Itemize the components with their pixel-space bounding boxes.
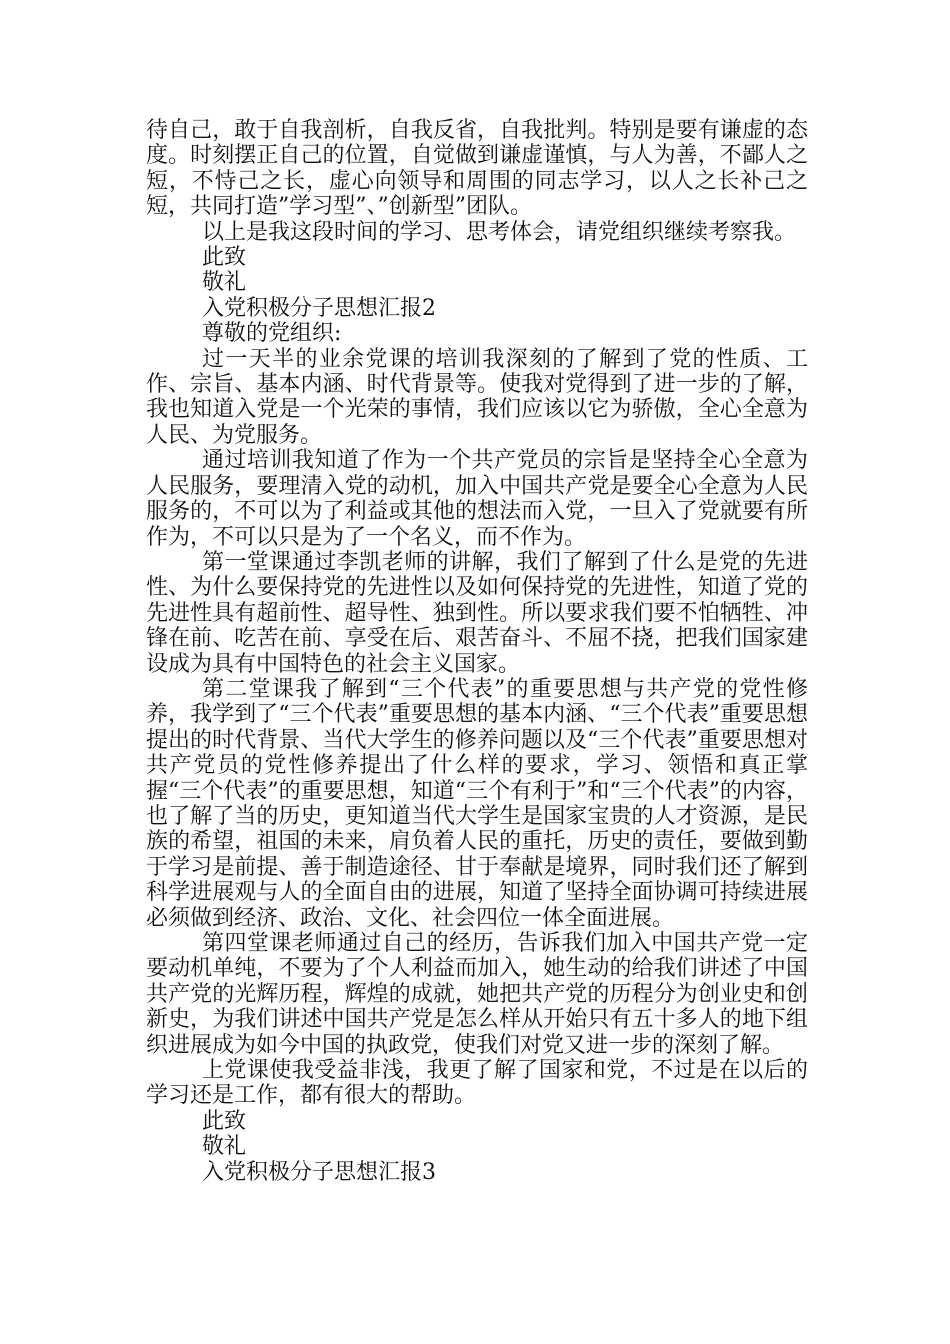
salutation-cizhi: 此致 xyxy=(202,245,247,271)
paragraph-lesson-one: 第一堂课通过李凯老师的讲解，我们了解到了什么是党的先进性、为什么要保持党的先进性以及如何保持党的先进性，知道了党的先进性具有超前性、超导性、独到性。所以要求我们要不怕牺牲、冲锋在前、吃苦在前、享受在后、艰苦奋斗、不屈不挠，把我们国家建设成为具有中国特色的社会主义国家。 xyxy=(146,549,808,677)
paragraph-lesson-four: 第四堂课老师通过自己的经历，告诉我们加入中国共产党一定要动机单纯，不要为了个人利益而加入，她生动的给我们讲述了中国共产党的光辉历程，辉煌的成就，她把共产党的历程分为创业史和创新史，为我们讲述中国共产党是怎么样从开始只有五十多人的地下组织进展成为如今中国的执政党，使我们对党又进一步的深刻了解。 xyxy=(146,931,808,1058)
salutation-cizhi-2: 此致 xyxy=(202,1108,247,1134)
section-heading-report-2: 入党积极分子思想汇报2 xyxy=(202,295,436,321)
closing-statement: 以上是我这段时间的学习、思考体会，请党组织继续考察我。 xyxy=(202,219,797,245)
paragraph-lesson-two: 第二堂课我了解到“三个代表”的重要思想与共产党的党性修养，我学到了“三个代表”重要思想的基本内涵、“三个代表”重要思想提出的时代背景、当代大学生的修养问题以及“三个代表”重要思想对共产党员的党性修养提出了什么样的要求，学习、领悟和真正掌握“三个代表”的重要思想，知道“三个有利于”和“三个代表”的内容，也了解了当的历史，更知道当代大学生是国家宝贵的人才资源，是民族的希望，祖国的未来，肩负着人民的重托，历史的责任，要做到勤于学习是前提、善于制造途径、甘于奉献是境界，同时我们还了解到科学进展观与人的全面自由的进展，知道了坚持全面协调可持续进展必须做到经济、政治、文化、社会四位一体全面进展。 xyxy=(146,676,808,931)
salutation-jingli: 敬礼 xyxy=(202,270,247,296)
paragraph-party-purpose: 通过培训我知道了作为一个共产党员的宗旨是坚持全心全意为人民服务，要理清入党的动机，加入中国共产党是要全心全意为人民服务的，不可以为了利益或其他的想法而入党，一旦入了党就要有所作为，不可以只是为了一个名义，而不作为。 xyxy=(146,448,808,550)
section-heading-report-3: 入党积极分子思想汇报3 xyxy=(202,1159,436,1185)
salutation-jingli-2: 敬礼 xyxy=(202,1134,247,1160)
document-body xyxy=(146,118,808,1185)
paragraph-self-criticism: 待自己，敢于自我剖析，自我反省，自我批判。特别是要有谦虚的态度。时刻摆正自己的位置，自觉做到谦虚谨慎，与人为善，不鄙人之短，不恃己之长，虚心向领导和周围的同志学习，以人之长补己之短，共同打造”学习型”、”创新型”团队。 xyxy=(146,118,808,220)
greeting-party-organization: 尊敬的党组织: xyxy=(202,321,342,347)
paragraph-training-overview: 过一天半的业余党课的培训我深刻的了解到了党的性质、工作、宗旨、基本内涵、时代背景等。使我对党得到了进一步的了解，我也知道入党是一个光荣的事情，我们应该以它为骄傲，全心全意为人民、为党服务。 xyxy=(146,346,808,448)
paragraph-conclusion: 上党课使我受益非浅，我更了解了国家和党，不过是在以后的学习还是工作，都有很大的帮助。 xyxy=(146,1058,808,1109)
